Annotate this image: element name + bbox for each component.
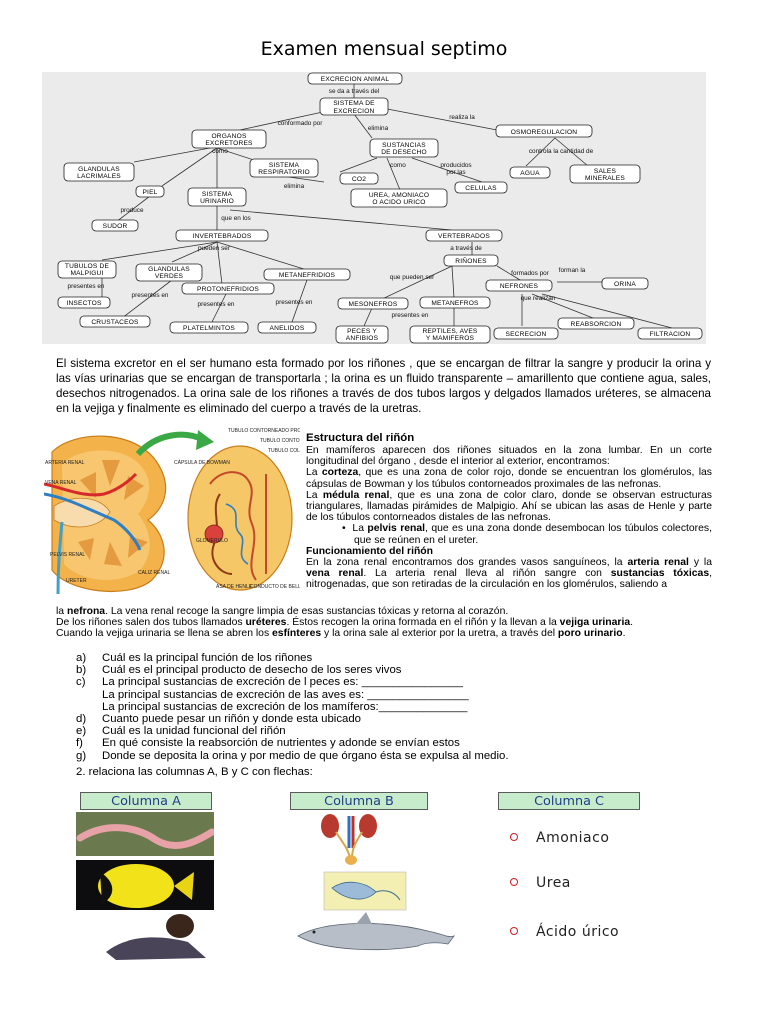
cm-text-tubulos2: MALPIGUI [70,270,104,277]
red-circle-icon [510,833,518,841]
cm-text-protonefridios: PROTONEFRIDIOS [196,286,260,293]
cm-text-reabsorcion: REABSORCION [570,321,622,328]
cm-text-sudor: SUDOR [102,223,128,230]
cm-label: presentes en [131,292,169,299]
red-circle-icon [510,927,518,935]
structure-section [306,432,712,591]
kidney-label-tubulo-dist: TUBULO CONTO [260,438,300,444]
concept-map-nodes [58,73,702,343]
column-a-images [76,812,214,962]
zoom-arrow [138,435,204,454]
question-item [76,689,706,701]
structure-intro: En mamíferos aparecen dos riñones situados en la zona lumbar. En un corte longitudinal del órgano , desde el interior al exterior, encontramos: [306,445,712,468]
cm-text-sistema2: EXCRECION [333,108,375,115]
kidney-label-glomerulo: GLOMERULO [196,538,228,544]
bullet-mark: • [342,523,346,535]
kidneys-left [321,814,339,838]
cm-text-sustancias2: DE DESECHO [381,149,427,156]
text-span: . La arteria renal lleva al riñón sangre con [363,568,611,580]
cm-label: que pueden ser [389,274,435,281]
medula-paragraph [306,490,712,524]
question-text: Cuál es la principal función de los riñones [102,652,313,664]
text-span: La [352,523,368,535]
question-item [76,664,706,676]
kidney-label-capsula: CÁPSULA DE BOWMAN [174,460,230,466]
cm-text-organos1: ORGANOS [211,133,247,140]
page-title: Examen mensual septimo [260,38,508,60]
question-item [76,652,706,664]
text-span: , que es una zona donde desembocan los túbulos colectores, que se reúnen en el ureter. [354,523,713,546]
bold-term: arteria renal [627,557,689,569]
cm-text-glandulas-lac2: LACRIMALES [77,173,121,180]
cm-text-glandulas-lac1: GLANDULAS [78,166,120,173]
cm-text-glandulas-ver1: GLANDULAS [148,266,190,273]
corteza-paragraph [306,467,712,489]
question-text: La principal sustancias de excreción de los mamíferos:______________ [102,700,468,713]
cm-label: formados por [511,270,549,277]
question-item [76,701,706,713]
cm-label: a través de [450,245,482,252]
cm-label: como [212,148,228,155]
concept-map-svg [42,72,706,344]
structure-heading: Estructura del riñón [306,432,415,444]
text-span: , que es una zona de color claro, donde se observan estructuras triangulares, llamadas pirámides de Malpigio. Ahí se ubican las asas de Henle y parte de los túbulos contorneados distales de las nefronas. [306,489,712,524]
question-text: Cuál es la unidad funcional del riñón [102,725,286,738]
cm-text-co2: CO2 [351,176,367,183]
bold-term: vena renal [306,568,364,580]
column-c-item-1 [538,830,629,846]
shark-drawing [298,923,454,949]
question-letter: d) [76,713,87,726]
question-text: Cuál es el principal producto de desecho de los seres vivos [102,664,402,677]
cm-text-sis-uri1: SISTEMA [201,191,233,198]
function-paragraph-3 [56,617,712,628]
cm-label: por las [446,169,466,176]
cm-text-filtracion: FILTRACION [649,331,691,338]
column-c-text: Amoniaco [536,830,610,846]
cm-text-peces2: ANFIBIOS [345,335,379,342]
question-item [76,750,706,762]
cm-text-mesonefros: MESONEFROS [348,301,398,308]
cm-text-root: EXCRECION ANIMAL [320,76,390,83]
text-span: Cuando la vejiga urinaria se llena se abren los [56,628,273,639]
column-b-header: Columna B [290,792,428,810]
cm-label: elimina [367,125,389,132]
text-span: La [306,467,322,479]
cm-label: pueden ser [198,245,230,252]
text-span: . Éstos recogen la orina formada en el riñón y la llevan a la [286,617,560,628]
kidney-label-pelvis: PELVIS RENAL [50,552,86,558]
question-text: Cuanto puede pesar un riñón y donde esta ubicado [102,713,362,726]
question-letter: c) [76,676,86,689]
cm-text-invertebrados: INVERTEBRADOS [192,233,252,240]
cm-label: produce [120,207,144,214]
question-item [76,713,706,725]
kidney-label-arteria: ARTERIA RENAL [45,460,85,466]
cm-text-reptiles2: Y MAMIFEROS [425,335,475,342]
cm-text-organos2: EXCRETORES [205,140,253,147]
question-letter: e) [76,725,87,738]
cm-text-sis-uri2: URINARIO [200,198,234,205]
cm-text-celulas: CELULAS [465,185,497,192]
cm-text-metanefros: METANEFROS [431,300,479,307]
text-span: . La vena renal recoge la sangre limpia de esas sustancias tóxicas y retorna al corazón. [105,606,509,617]
kidney-label-ureter: URETER [66,578,87,584]
kidney-label-conducto: CONDUCTO DE BELL [250,584,300,590]
question-text: Donde se deposita la orina y por medio de que órgano ésta se expulsa al medio. [102,749,509,762]
question-letter: b) [76,664,87,677]
cm-text-secrecion: SECRECION [505,331,547,338]
cm-text-nefrones: NEFRONES [499,283,539,290]
cm-label: que en los [221,215,251,222]
cm-label: elimina [283,183,305,190]
column-c-text: Ácido úrico [536,924,620,940]
questions-list [76,652,706,762]
cm-text-peces1: PECES Y [347,328,377,335]
column-b-images [296,812,456,952]
function-paragraph-2 [56,606,712,617]
cm-label: controla la cantidad de [528,148,594,155]
cm-text-urea2: O ACIDO URICO [372,199,426,206]
bold-term: vejiga urinaria [559,617,631,628]
cm-text-sustancias1: SUSTANCIAS [382,142,426,149]
kidney-label-tubulo-col: TUBULO COL [268,448,300,454]
nephron-circle [188,446,292,590]
kidney-label-caliz: CALIZ RENAL [138,570,171,576]
text-span: En la zona renal encontramos dos grandes vasos sanguíneos, la [306,557,628,569]
bold-term: poro urinario [557,628,623,639]
intro-paragraph: El sistema excretor en el ser humano esta formado por los riñones , que se encargan de filtrar la sangre y producir la orina y las vías urinarias que se encargan de transportarla ; la orina es un fluido transparente – amarillento que contiene agua, sales, desechos nitrogenados. La orina sale de los riñones a través de dos tubos largos y delgados llamados uréteres, se almacena en la vejiga y finalmente es eliminado del cuerpo a través de la uretras. [56,357,711,415]
column-c-item-3 [538,924,639,940]
text-span: De los riñones salen dos tubos llamados [56,617,246,628]
cm-label: presentes en [67,283,105,290]
function-paragraph-4 [56,628,712,639]
cm-text-sis-resp2: RESPIRATORIO [258,169,310,176]
column-c-text: Urea [536,875,571,891]
bold-term: nefrona [66,606,106,617]
text-span: La [306,489,323,501]
question-item [76,737,706,749]
function-paragraph-1 [306,557,712,591]
cm-text-insectos: INSECTOS [66,300,102,307]
cm-text-sis-resp1: SISTEMA [268,162,300,169]
cm-label: se da a través del [328,88,380,95]
cm-text-metanefridios: METANEFRIDIOS [278,272,336,279]
text-span: la [56,606,67,617]
bold-term: esfínteres [272,628,322,639]
cm-text-tubulos1: TUBULOS DE [64,263,110,270]
kidney-label-tubulo-prox: TUBULO CONTORNEADO PRO [228,428,300,434]
bold-term: médula renal [322,489,390,501]
question-item [76,725,706,737]
question-item [76,676,706,688]
cm-text-rinones: RIÑONES [455,258,487,265]
cm-label: producidos [440,162,472,169]
cm-label: como [390,162,406,169]
cm-text-osmo: OSMOREGULACION [510,129,578,136]
question-text: La principal sustancias de excreción de las aves es: ________________ [102,688,469,701]
column-c-item-2 [538,875,591,891]
bold-term: corteza [321,467,359,479]
cm-label: forman la [558,267,586,274]
question-2: 2. relaciona las columnas A, B y C con flechas: [76,766,313,778]
text-span: y la [688,557,712,569]
question-letter: g) [76,749,87,762]
bold-term: pelvis renal [367,523,426,535]
cm-label: presentes en [391,312,429,319]
cm-text-glandulas-ver2: VERDES [154,273,184,280]
cm-text-piel: PIEL [142,189,158,196]
cm-text-orina: ORINA [614,281,636,288]
cm-text-platelmintos: PLATELMINTOS [183,325,235,332]
question-text: La principal sustancias de excreción de l peces es: ________________ [102,676,463,689]
cm-text-anelidos: ANELIDOS [269,325,305,332]
cm-text-urea1: UREA, AMONIACO [368,192,430,199]
cm-label: presentes en [275,299,313,306]
cm-text-sales2: MINERALES [585,175,625,182]
kidney-diagram-svg [44,424,300,594]
text-span: , nitrogenadas, que son retiradas de la circulación en los glomérulos, saliendo a [306,568,712,591]
kidney-label-asa: ASA DE HENLE [216,584,253,590]
shark-fin [356,912,372,924]
zoom-arrowhead [196,430,214,450]
text-span: y la orina sale al exterior por la uretra, a través del [321,628,558,639]
kidneys-bladder [345,855,357,865]
cm-label: conformado por [277,120,323,127]
concept-map [42,72,706,344]
cm-text-sales1: SALES [593,168,617,175]
question-letter: a) [76,652,87,664]
cm-text-vertebrados: VERTEBRADOS [438,233,490,240]
shark-eye [313,931,316,934]
cm-text-crustaceos: CRUSTACEOS [91,319,139,326]
column-a-header: Columna A [80,792,212,810]
cm-label: presentes en [197,301,235,308]
cm-label: que realizan [520,295,556,302]
cm-text-agua: AGUA [520,170,540,177]
text-span: . [622,628,626,639]
cm-text-sistema1: SISTEMA DE [333,100,375,107]
red-circle-icon [510,878,518,886]
kidney-label-vena: VENA RENAL [45,480,77,486]
text-span: . [630,617,634,628]
question-letter: f) [76,737,83,750]
bold-term: uréteres [245,617,287,628]
pelvis-bullet [306,523,712,545]
question-text: En qué consiste la reabsorción de nutrientes y adonde se envían estos [102,737,460,750]
column-c-header: Columna C [498,792,640,810]
bold-term: sustancias tóxicas [610,568,710,580]
text-span: , que es una zona de color rojo, donde se encuentran los glomérulos, las cápsulas de Bowman y los túbulos contorneados proximales de las nefronas. [306,467,712,490]
cm-text-reptiles1: REPTILES, AVES [422,328,478,335]
child-photo-head [166,914,194,938]
function-heading: Funcionamiento del riñón [306,545,433,557]
kidney-diagram [44,424,300,594]
cm-label: realiza la [449,114,475,121]
